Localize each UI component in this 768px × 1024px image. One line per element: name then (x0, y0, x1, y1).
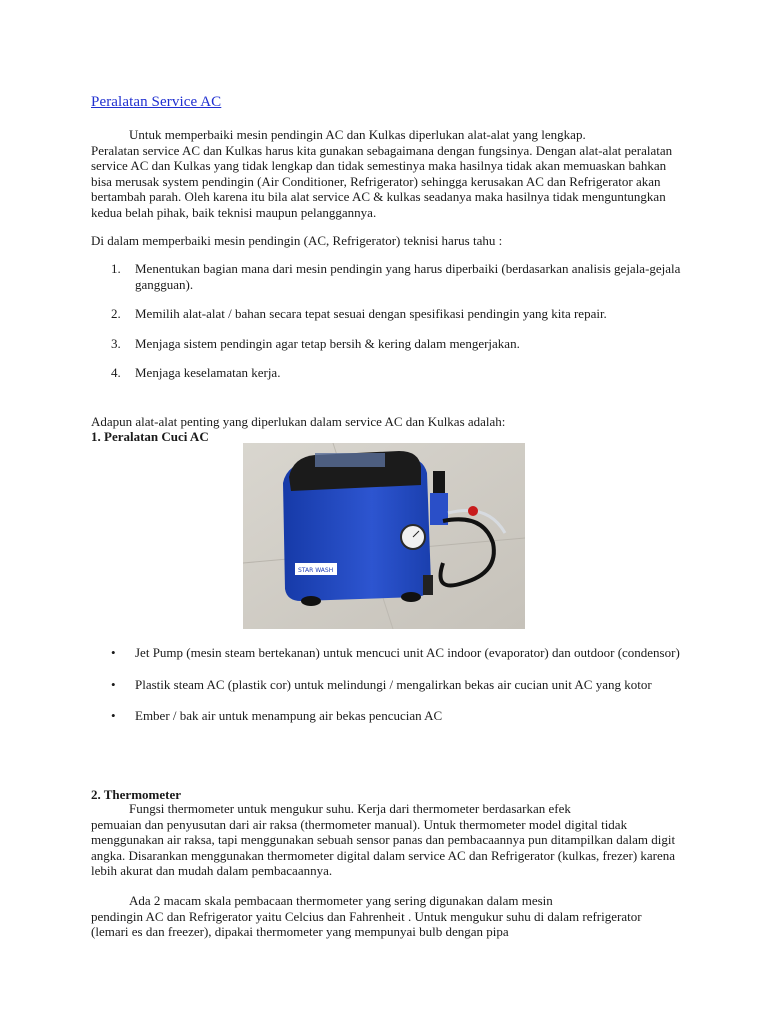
thermometer-paragraph-1 (91, 801, 681, 879)
tools-intro: Adapun alat-alat penting yang diperlukan dalam service AC dan Kulkas adalah: (91, 414, 506, 429)
section-heading-thermometer: 2. Thermometer (91, 787, 182, 802)
list-item (91, 306, 681, 322)
list-text: Jet Pump (mesin steam bertekanan) untuk mencuci unit AC indoor (evaporator) dan outdoor (condensor) (135, 645, 680, 660)
list-text: Plastik steam AC (plastik cor) untuk melindungi / mengalirkan bekas air cucian unit AC yang kotor (135, 676, 652, 692)
paragraph-body: pemuaian dan penyusutan dari air raksa (thermometer manual). Untuk thermometer model digital tidak menggunakan air raksa, tapi menggunakan sebuah sensor panas dan pembacaannya pun ditampilkan dalam digit angka. Disarankan menggunakan thermometer digital dalam service AC dan Refrigerator (kulkas, frezer) karena lebih akurat dan mudah dalam pembacaannya. (91, 816, 676, 878)
list-text: Ember / bak air untuk menampung air bekas pencucian AC (135, 708, 443, 723)
paragraph-first-line: Fungsi thermometer untuk mengukur suhu. Kerja dari thermometer berdasarkan efek (129, 801, 571, 816)
section-heading-cuci-ac: 1. Peralatan Cuci AC (91, 429, 209, 444)
list-item (91, 336, 681, 352)
intro-lead: Di dalam memperbaiki mesin pendingin (AC, Refrigerator) teknisi harus tahu : (91, 233, 503, 248)
list-number: 4. (111, 365, 121, 380)
intro-first-line: Untuk memperbaiki mesin pendingin AC dan Kulkas diperlukan alat-alat yang lengkap. (129, 127, 586, 142)
list-item (91, 708, 681, 724)
list-item (91, 365, 681, 381)
paragraph-first-line: Ada 2 macam skala pembacaan thermometer yang sering digunakan dalam mesin (129, 893, 553, 908)
jet-pump-photo (243, 443, 525, 629)
list-text: Menjaga sistem pendingin agar tetap bersih & kering dalam mengerjakan. (135, 335, 520, 351)
list-text: Menentukan bagian mana dari mesin pendingin yang harus diperbaiki (berdasarkan analisis gejala-gejala gangguan). (135, 261, 681, 292)
paragraph-body: pendingin AC dan Refrigerator yaitu Celcius dan Fahrenheit . Untuk mengukur suhu di dalam refrigerator (lemari es dan freezer), dipakai thermometer yang mempunyai bulb dengan pipa (91, 908, 642, 939)
bullet-icon: • (111, 645, 116, 660)
list-number: 1. (111, 261, 121, 276)
steps-list (91, 261, 681, 395)
intro-body: Peralatan service AC dan Kulkas harus kita gunakan sebagaimana dengan fungsinya. Dengan alat-alat peralatan service AC dan Kulkas yang tidak lengkap dan tidak semestinya maka hasilnya tidak akan memuaskan bahkan bisa merusak system pendingin (Air Conditioner, Refrigerator) sehingga kerusakan AC dan Refrigerator akan bertambah parah. Oleh karena itu bila alat service AC & kulkas seadanya maka hasilnya tidak menguntungkan kedua belah pihak, baik teknisi maupun pelanggannya. (91, 142, 673, 220)
list-number: 3. (111, 335, 121, 351)
list-item (91, 677, 681, 693)
intro-paragraph (91, 127, 681, 220)
pump-brand-label: STAR WASH (298, 567, 334, 574)
thermometer-paragraph-2 (91, 893, 681, 940)
list-item (91, 645, 681, 661)
list-item (91, 261, 681, 292)
list-text: Menjaga keselamatan kerja. (135, 365, 281, 380)
bullet-icon: • (111, 708, 116, 723)
list-text: Memilih alat-alat / bahan secara tepat sesuai dengan spesifikasi pendingin yang kita repair. (135, 306, 607, 321)
bullet-icon: • (111, 676, 116, 692)
list-number: 2. (111, 306, 121, 321)
page-title-link[interactable]: Peralatan Service AC (91, 94, 222, 110)
cuci-ac-list (91, 645, 681, 740)
